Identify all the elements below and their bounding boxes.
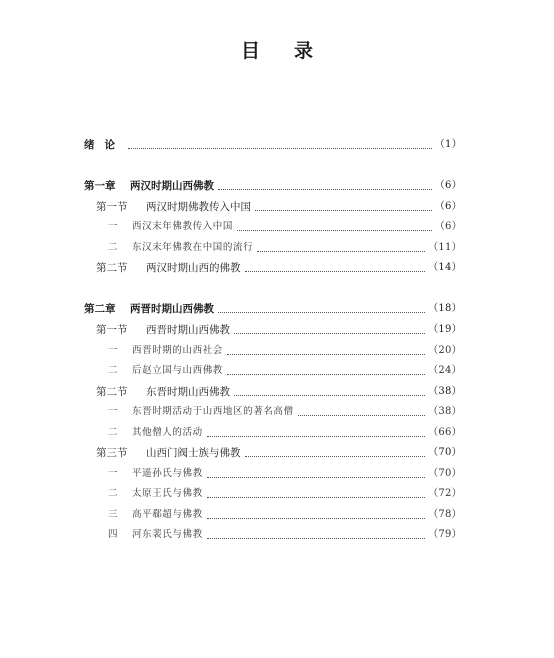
- toc-entry-item[interactable]: [84, 486, 462, 502]
- toc-entry-label: 绪论: [84, 139, 125, 151]
- toc-section-title: 东晋时期山西佛教: [146, 386, 230, 398]
- toc-section-title: 山西门阀士族与佛教: [146, 447, 241, 459]
- dot-leader: [298, 415, 425, 416]
- dot-leader: [207, 497, 425, 498]
- toc-item-number: 一: [108, 345, 118, 356]
- dot-leader: [234, 395, 425, 396]
- dot-leader: [255, 210, 432, 211]
- toc-item-number: 一: [108, 406, 118, 417]
- toc-entry-intro[interactable]: [84, 137, 462, 153]
- dot-leader: [218, 189, 432, 190]
- toc-entry-item[interactable]: [84, 466, 462, 482]
- toc-item-title: 后赵立国与山西佛教: [132, 365, 223, 376]
- toc-entry-section[interactable]: [84, 384, 462, 400]
- toc-entry-page: （70）: [428, 447, 462, 458]
- dot-leader: [218, 312, 425, 313]
- toc-chapter-number: 第一章: [84, 180, 116, 192]
- toc-entry-page: （11）: [428, 242, 462, 253]
- toc-item-number: 一: [108, 221, 118, 232]
- toc-entry-page: （66）: [428, 427, 462, 438]
- dot-leader: [237, 230, 432, 231]
- toc-entry-chapter-1[interactable]: [84, 178, 462, 194]
- toc-entry-page: （38）: [428, 386, 462, 397]
- toc-section-number: 第一节: [96, 324, 128, 336]
- dot-leader: [207, 477, 425, 478]
- toc-item-title: 西晋时期的山西社会: [132, 345, 223, 356]
- dot-leader: [245, 456, 426, 457]
- toc-entry-page: （6）: [434, 180, 462, 191]
- toc-item-title: 河东裴氏与佛教: [132, 529, 203, 540]
- toc-entry-page: （14）: [428, 262, 462, 273]
- toc-section-title: 两汉时期佛教传入中国: [146, 201, 251, 213]
- toc-item-title: 东晋时期活动于山西地区的著名高僧: [132, 406, 294, 417]
- toc-section-title: 两汉时期山西的佛教: [146, 262, 241, 274]
- toc-entry-section[interactable]: [84, 322, 462, 338]
- toc-item-number: 一: [108, 468, 118, 479]
- toc-entry-section[interactable]: [84, 199, 462, 215]
- toc-entry-chapter-2[interactable]: [84, 301, 462, 317]
- toc-section-number: 第三节: [96, 447, 128, 459]
- dot-leader: [207, 538, 425, 539]
- toc-entry-page: （38）: [428, 406, 462, 417]
- toc-entry-item[interactable]: [84, 240, 462, 256]
- toc-item-number: 三: [108, 509, 118, 520]
- toc-entry-page: （78）: [428, 509, 462, 520]
- dot-leader: [245, 271, 426, 272]
- dot-leader: [227, 374, 425, 375]
- toc-item-number: 二: [108, 488, 118, 499]
- dot-leader: [207, 518, 425, 519]
- dot-leader: [257, 251, 425, 252]
- toc-entry-item[interactable]: [84, 343, 462, 359]
- toc-entry-page: （1）: [434, 139, 462, 150]
- toc-item-number: 二: [108, 242, 118, 253]
- toc-entry-page: （6）: [434, 221, 462, 232]
- toc-entry-item[interactable]: [84, 363, 462, 379]
- toc-item-title: 太原王氏与佛教: [132, 488, 203, 499]
- dot-leader: [227, 354, 425, 355]
- toc-chapter-number: 第二章: [84, 303, 116, 315]
- dot-leader: [234, 333, 425, 334]
- toc-chapter-title: 两汉时期山西佛教: [130, 180, 214, 192]
- toc-item-number: 四: [108, 529, 118, 540]
- toc-entry-page: （20）: [428, 345, 462, 356]
- toc-entry-page: （72）: [428, 488, 462, 499]
- toc-item-title: 高平郗超与佛教: [132, 509, 203, 520]
- toc-entry-section[interactable]: [84, 260, 462, 276]
- toc-section-number: 第二节: [96, 262, 128, 274]
- toc-entry-page: （19）: [428, 324, 462, 335]
- page-title-right: 录: [294, 40, 314, 62]
- toc-entry-section[interactable]: [84, 445, 462, 461]
- toc-item-title: 东汉末年佛教在中国的流行: [132, 242, 254, 253]
- dot-leader: [128, 148, 432, 149]
- toc-entry-page: （24）: [428, 365, 462, 376]
- page-title: [0, 36, 554, 63]
- toc-entry-item[interactable]: [84, 404, 462, 420]
- toc-entry-item[interactable]: [84, 527, 462, 543]
- toc-item-title: 西汉末年佛教传入中国: [132, 221, 234, 232]
- toc-entry-item[interactable]: [84, 507, 462, 523]
- toc-entry-page: （70）: [428, 468, 462, 479]
- toc-section-title: 西晋时期山西佛教: [146, 324, 230, 336]
- toc-item-title: 平遥孙氏与佛教: [132, 468, 203, 479]
- toc-item-number: 二: [108, 365, 118, 376]
- toc-entry-page: （6）: [434, 201, 462, 212]
- dot-leader: [207, 436, 425, 437]
- toc-section-number: 第二节: [96, 386, 128, 398]
- toc-entry-page: （18）: [428, 303, 462, 314]
- toc-section-number: 第一节: [96, 201, 128, 213]
- toc-entry-item[interactable]: [84, 219, 462, 235]
- page-title-left: 目: [240, 40, 260, 62]
- toc-entry-item[interactable]: [84, 425, 462, 441]
- toc-chapter-title: 两晋时期山西佛教: [130, 303, 214, 315]
- toc-entry-page: （79）: [428, 529, 462, 540]
- toc-item-number: 二: [108, 427, 118, 438]
- toc-item-title: 其他僧人的活动: [132, 427, 203, 438]
